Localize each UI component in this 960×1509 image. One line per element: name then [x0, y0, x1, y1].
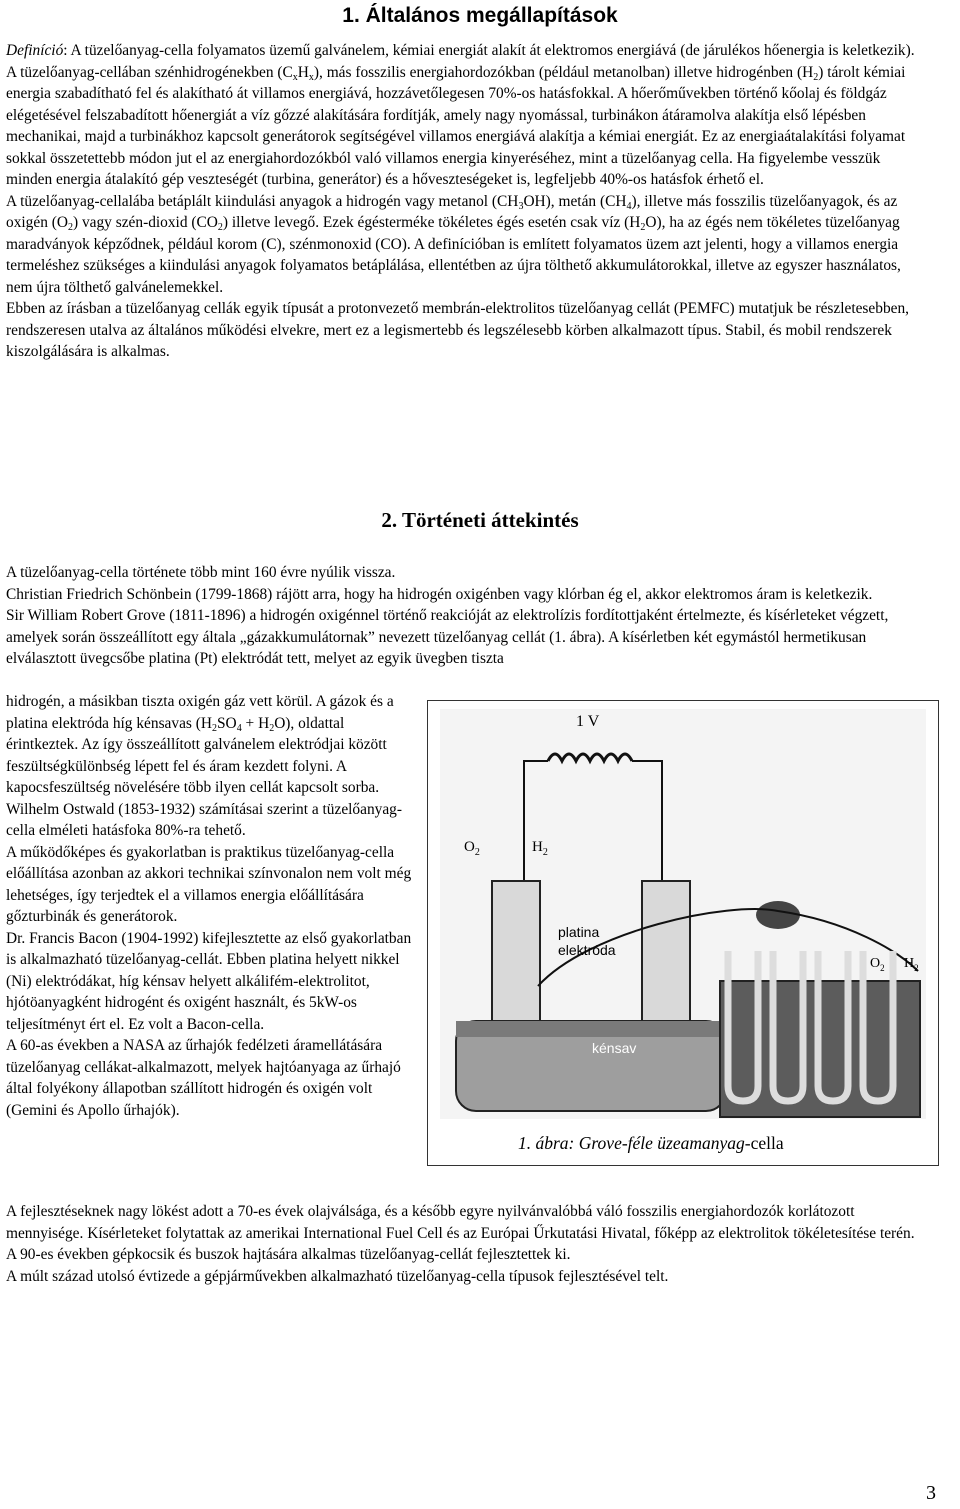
- subscript: 2: [640, 222, 646, 233]
- text-run: A hőerőművekben történő kőolaj és földgáz elégetésével felszabadított hőenergiát a víz gőzzé alakítására fordítják, amely nagy nyomással, turbinákon átáramolva alakítja első lépésben mechanikai, majd a turbinákhoz kapcsolt generátorok segítségével villamos energiává alakítja a kémiai energiát. Ez az energiaátalakítási folyamat sokkal összetettebb módon jut el az energiahordozókból való villamos energia kinyeréséhez, mint a tüzelőanyag cella. Ha figyelembe vesszük minden energia átalakító gép veszteségét (turbina, generátor) és a hőveszteségeket is, legfeljebb 40%-os hatásfok érhető el.: [6, 85, 906, 188]
- label-voltage: 1 V: [576, 713, 600, 730]
- text-run: ) tárolt kémiai energia szabadítható fel és alakítható át villamos energiává, hozzávetőlegesen 70%-os hatásfokkal.: [6, 63, 906, 102]
- text-run: O), oldattal érintkeztek. Az így összeállított galvánelem elektródjai között feszültségkülönbség lépett fel és áram kezdett folyni. A kapocsfeszültség növelésére több ilyen cellát kapcsolt sorba.: [6, 714, 387, 796]
- paragraph-pemfc: Ebben az írásban a tüzelőanyag cellák egyik típusát a protonvezető membrán-elektrolitos tüzelőanyag cellát (PEMFC) mutatjuk be részletesebben, rendszeresen utalva az általános működési elvekre, mert ez a legismertebb és legszélesebb körben alkalmazott típus. Stabil, és mobil rendszerek kiszolgálására is alkalmas.: [6, 300, 910, 360]
- label-kensav: kénsav: [592, 1040, 637, 1056]
- section-title-general: 1. Általános megállapítások: [342, 4, 618, 27]
- text-run: H: [297, 63, 309, 81]
- text-run: + H: [241, 714, 270, 732]
- subscript: 2: [269, 722, 275, 734]
- history-paragraph-nasa: A 60-as években a NASA az űrhajók fedélzeti áramellátására tüzelőanyag cellákat-alkalmazott, melyek hajtóanyaga az űrhajó által folyékony állapotban szállított hidrogén és oxigén volt (Gemini és Apollo űrhajók).: [6, 1037, 401, 1119]
- history-paragraph-practical: A működőképes és gyakorlatban is praktikus tüzelőanyag-cella előállítása azonban az akkori technikai színvonalon nem volt még lehetséges, így terjedtek el a villamos energia előállítására gőzturbinák és generátorok.: [6, 843, 412, 925]
- history-paragraph-last-decade: A múlt század utolsó évtizede a gépjárművekben alkalmazható tüzelőanyag-cella típusok fejlesztésével telt.: [6, 1267, 669, 1285]
- paragraph-input-materials: [6, 191, 926, 299]
- oxygen-tube: [492, 881, 540, 1031]
- section2-body-wrapped: [6, 691, 418, 1121]
- text-run: O), ha az égés nem tökéletes tüzelőanyag maradványok képződnek, például korom (C), szénmonoxid (CO). A definícióban is említett folyamatos üzem azt jelenti, hogy a villamos energia termeléshez szükséges a kiindulási anyagok folyamatos betáplálása, ellentétben az újra tölthető akkumulátorokkal, illetve az egyszer használatos, nem újra tölthető galvánelemekkel.: [6, 214, 901, 296]
- subscript: 4: [236, 722, 242, 734]
- subscript: 2: [813, 71, 819, 83]
- definition-paragraph: [6, 40, 926, 62]
- label-platina: platina: [558, 924, 600, 940]
- section2-body-bottom: [6, 1201, 926, 1287]
- history-paragraph-schonbein: Christian Friedrich Schönbein (1799-1868) rájött arra, hogy ha hidrogén oxigénben vagy klórban ég el, akkor elektromos áram is keletkezik.: [6, 585, 873, 603]
- caption-suffix: -cella: [744, 1133, 784, 1153]
- definition-label: Definíció: [6, 42, 64, 59]
- history-paragraph-oil-crisis: A fejlesztéseknek nagy lökést adott a 70-es évek olajválsága, és a később egyre nyilvánvalóbbá váló fosszilis energiahordozók korlátozott mennyisége. Kísérleteket folytattak az amerikai International Fuel Cell és az Európai Űrkutatási Hivatal, főképp az elektrolitok tökéletesítése terén.: [6, 1203, 915, 1242]
- text-run: hidrogén, a másikban tiszta oxigén gáz vett körül. A gázok és a platina elektróda híg kénsavas (H: [6, 693, 394, 732]
- text-run: ), más fosszilis energiahordozókban (például metanolban) illetve hidrogénben (H: [313, 63, 814, 81]
- acid-surface: [456, 1021, 726, 1037]
- label-elektroda: elektróda: [558, 942, 616, 958]
- label-h2-left: $H_2$: [532, 839, 548, 858]
- text-run: OH), metán (CH: [523, 192, 627, 210]
- subscript: 2: [217, 222, 223, 233]
- subscript: 4: [626, 200, 632, 212]
- history-paragraph-grove: Sir William Robert Grove (1811-1896) a hidrogén oxigénnel történő reakcióját az elektrolízis fordítottjaként értelmezte, és kísérleteket végzett, amelyek során összeállított egy általa „gázakkumulátornak” nevezett tüzelőanyag cellát (1. ábra). A kísérletben két egymástól hermetikusan elválasztott üvegcsőbe platina (Pt) elektródát tett, melyet az egyik üvegben tiszta: [6, 607, 889, 667]
- label-o2-right: $O_2$: [870, 956, 885, 973]
- caption-prefix: 1. ábra: Grove-féle üzeamanyag: [518, 1133, 745, 1153]
- history-paragraph-1: A tüzelőanyag-cella története több mint 160 évre nyúlik vissza.: [6, 564, 396, 581]
- definition-text: : A tüzelőanyag-cella folyamatos üzemű galvánelem, kémiai energiát alakít át elektromos energiává (de járulékos hőenergia is keletkezik).: [63, 42, 915, 59]
- text-run: A tüzelőanyag-cellában szénhidrogénekben (C: [6, 63, 293, 81]
- label-h2-right: $H_2$: [904, 956, 919, 973]
- figure-caption: [518, 1133, 938, 1154]
- subscript: 2: [67, 222, 73, 233]
- text-run: ) vagy szén-dioxid (CO: [72, 214, 218, 231]
- history-paragraph-ostwald: Wilhelm Ostwald (1853-1932) számításai szerint a tüzelőanyag-cella elméleti hatásfoka 80%-ra tehető.: [6, 800, 402, 839]
- section1-body: [6, 40, 926, 363]
- text-run: ) illetve levegő. Ezek égésterméke tökéletes égés esetén csak víz (H: [222, 214, 641, 231]
- subscript: x: [292, 71, 298, 83]
- hydrogen-tube: [642, 881, 690, 1031]
- history-paragraph-bacon: Dr. Francis Bacon (1904-1992) kifejlesztette az első gyakorlatban is alkalmazható tüzelőanyag-cellát. Ebben platina helyett nikkel (Ni) elektródákat, híg kénsav helyett alkálifém-elektrolitot, hjótöanyagként hidrogént és oxigént használt, és 5kW-os teljesítményt ért el. Ez volt a Bacon-cella.: [6, 929, 412, 1033]
- subscript: 3: [518, 200, 524, 212]
- label-o2-left: $O_2$: [464, 839, 480, 858]
- resistor-lamp: [756, 901, 800, 929]
- subscript: x: [308, 71, 314, 83]
- grove-cell-figure: [427, 700, 939, 1166]
- paragraph-energy-conversion: [6, 62, 926, 191]
- section2-body-top: [6, 562, 926, 670]
- grove-cell-illustration: [428, 701, 938, 1165]
- text-run: A tüzelőanyag-cellalába betáplált kiindulási anyagok a hidrogén vagy metanol (CH: [6, 192, 519, 210]
- text-run: SO: [217, 714, 237, 732]
- subscript: 2: [212, 722, 217, 734]
- history-paragraph-90s: A 90-es években gépkocsik és buszok hajtására alkalmas tüzelőanyag-cellát fejlesztettek ki.: [6, 1246, 571, 1263]
- history-paragraph-grove-cont: [6, 691, 418, 799]
- text-run: ), illetve más fosszilis tüzelőanyagok, és az oxigén (O: [6, 192, 898, 231]
- section-title-history: 2. Történeti áttekintés: [381, 508, 579, 532]
- page-number: 3: [926, 1482, 936, 1504]
